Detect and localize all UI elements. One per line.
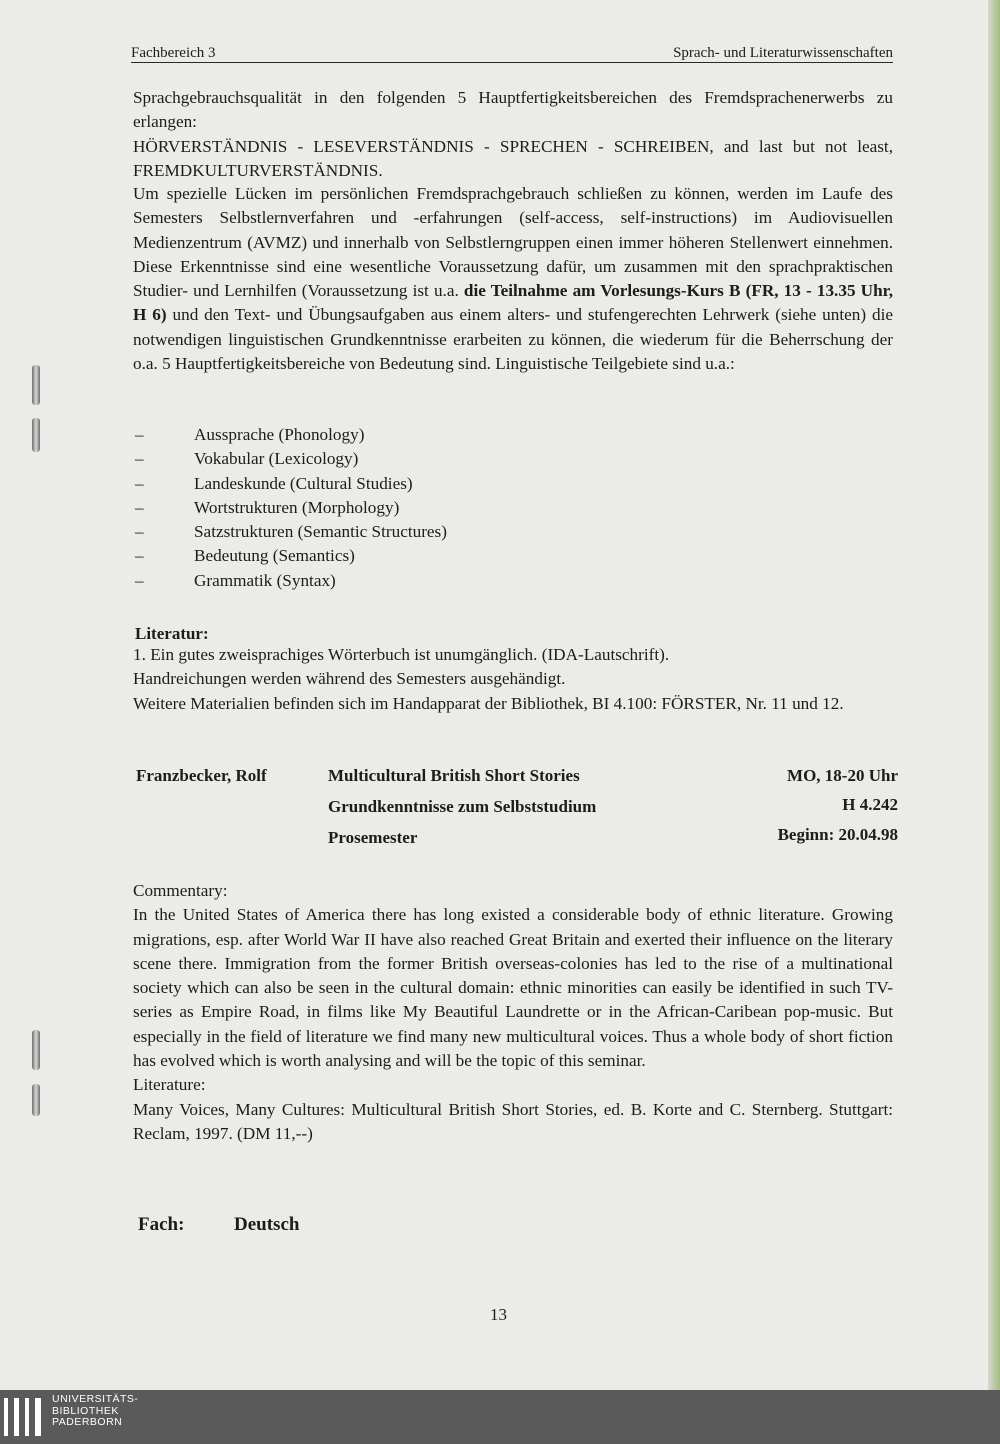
course-lecturer: Franzbecker, Rolf xyxy=(136,766,267,785)
literatur-line-3: Weitere Materialien befinden sich im Handapparat der Bibliothek, BI 4.100: FÖRSTER, Nr. 11 und 12. xyxy=(133,693,844,713)
course-start-date: Beginn: 20.04.98 xyxy=(777,825,898,844)
running-header xyxy=(131,44,893,63)
intro-line-1: Sprachgebrauchsqualität in den folgenden 5 Hauptfertigkeitsbereichen des Fremdsprachenerwerbs zu erlangen: xyxy=(133,88,893,132)
course-entry xyxy=(136,766,898,856)
course-room: H 4.242 xyxy=(842,795,898,814)
commentary-paragraph xyxy=(133,879,893,1146)
course-subtitle: Grundkenntnisse zum Selbststudium xyxy=(328,797,597,816)
list-item: – Aussprache (Phonology) xyxy=(133,423,447,447)
logo-line: BIBLIOTHEK xyxy=(52,1404,119,1417)
list-item: – Bedeutung (Semantics) xyxy=(133,544,447,568)
intro-paragraph-1 xyxy=(133,86,893,183)
logo-line: PADERBORN xyxy=(52,1416,123,1428)
course-time: MO, 18-20 Uhr xyxy=(787,766,898,785)
page-number: 13 xyxy=(490,1305,507,1324)
fach-label: Fach: xyxy=(138,1214,185,1235)
intro-paragraph-2 xyxy=(133,182,893,376)
intro-text-after: und den Text- und Übungsaufgaben aus einem alters- und stufengerechten Lehrwerk (siehe unten) die notwendigen linguistischen Grundkenntnisse erarbeiten zu können, die wiederum für die Beherrschung der o.a. 5 Hauptfertigkeitsbereiche von Bedeutung sind. Linguistische Teilgebiete sind u.a.: xyxy=(133,305,893,374)
header-department: Fachbereich 3 xyxy=(131,45,216,61)
commentary-text: In the United States of America there has long existed a considerable body of ethnic literature. Growing migrations, esp. after World War II have also reached Great Britain and exerted their influence on the literary scene there. Immigration from the former British overseas-colonies has led to the rise of a multinational society which can also be seen in the cultural domain: ethnic minorities can easily be identified in such TV-series as Empire Road, in films like My Beautiful Laundrette or in the African-Caribean pop-music. But especially in the field of literature we find many new multicultural voices. Thus a whole body of short fiction has evolved which is worth analysing and will be the topic of this seminar. xyxy=(133,905,893,1071)
list-item: – Wortstrukturen (Morphology) xyxy=(133,496,447,520)
logo-line: UNIVERSITÄTS- xyxy=(52,1393,139,1405)
library-logo-text xyxy=(52,1394,138,1429)
fach-heading xyxy=(138,1214,300,1236)
intro-text-before: Um spezielle Lücken im persönlichen Fremdsprachgebrauch schließen zu können, werden im Laufe des Semesters Selbstlernverfahren und -erfahrungen (self-access, self-instructions) im Audiovisuellen Medienzentrum (AVMZ) und innerhalb von Selbstlerngruppen einen immer höheren Stellenwert einnehmen. Diese Erkenntnisse sind eine wesentliche Voraussetzung dafür, um zusammen mit den sprachpraktischen Studier- und Lernhilfen (Voraussetzung ist u.a. xyxy=(133,184,893,301)
commentary-label: Commentary: xyxy=(133,881,228,900)
course-title: Multicultural British Short Stories xyxy=(328,766,580,785)
list-item: – Satzstrukturen (Semantic Structures) xyxy=(133,520,447,544)
header-faculty: Sprach- und Literaturwissenschaften xyxy=(673,45,893,61)
library-footer-bar xyxy=(0,1390,1000,1444)
library-logo-icon xyxy=(4,1398,48,1440)
intro-text-bold: die Teilnahme am Vorlesungs-Kurs B (FR, 13 - 13.35 Uhr, H 6) xyxy=(133,281,893,325)
course-level: Prosemester xyxy=(328,828,418,847)
commentary-literature-text: Many Voices, Many Cultures: Multicultural British Short Stories, ed. B. Korte and C. Sternberg. Stuttgart: Reclam, 1997. (DM 11,--) xyxy=(133,1099,893,1143)
literatur-line-1: 1. Ein gutes zweisprachiges Wörterbuch ist unumgänglich. (IDA-Lautschrift). xyxy=(133,645,670,664)
list-item: – Grammatik (Syntax) xyxy=(133,569,447,593)
literatur-heading: Literatur: xyxy=(135,624,209,643)
fach-value: Deutsch xyxy=(234,1214,300,1235)
list-item: – Landeskunde (Cultural Studies) xyxy=(133,472,447,496)
literatur-line-2: Handreichungen werden während des Semesters ausgehändigt. xyxy=(133,669,566,689)
literatur-paragraph xyxy=(133,643,893,716)
list-item: – Vokabular (Lexicology) xyxy=(133,447,447,471)
intro-line-2: HÖRVERSTÄNDNIS - LESEVERSTÄNDNIS - SPRECHEN - SCHREIBEN, and last but not least, FREMDKULTURVERSTÄNDNIS. xyxy=(133,136,893,180)
linguistic-subfields-list xyxy=(133,423,447,593)
commentary-literature-label: Literature: xyxy=(133,1075,206,1095)
